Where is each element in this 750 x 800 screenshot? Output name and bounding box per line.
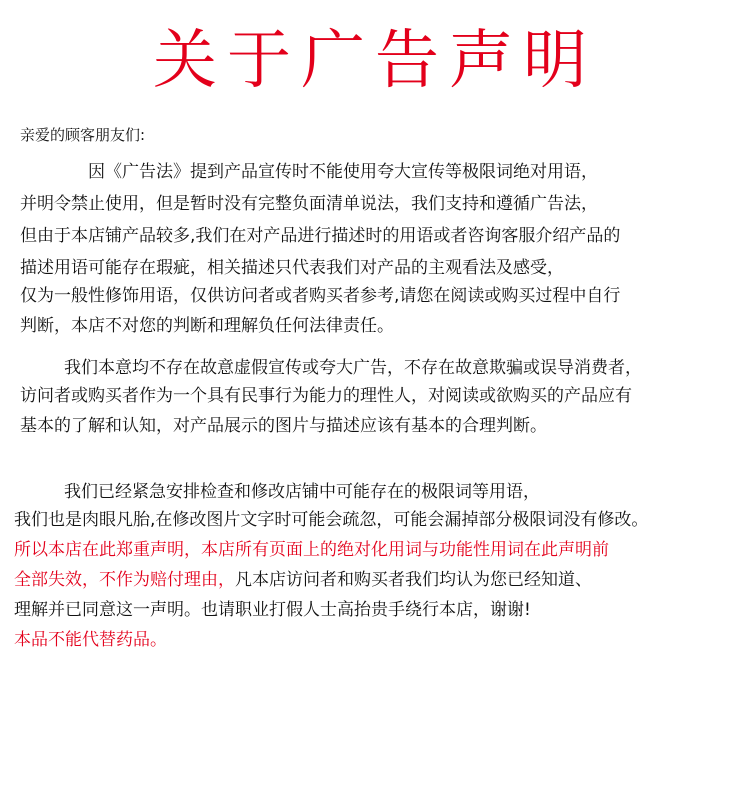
- paragraph-1-line: 并明令禁止使用，但是暂时没有完整负面清单说法，我们支持和遵循广告法，: [20, 194, 598, 214]
- paragraph-2-line: 访问者或购买者作为一个具有民事行为能力的理性人，对阅读或欲购买的产品应有: [20, 386, 632, 406]
- paragraph-1-line: 仅为一般性修饰用语，仅供访问者或者购买者参考,请您在阅读或购买过程中自行: [20, 286, 621, 306]
- page-title: 关于广告声明: [153, 24, 597, 98]
- disclaimer-red-text: 全部失效，不作为赔付理由，: [14, 570, 235, 590]
- paragraph-3-line: 我们也是肉眼凡胎,在修改图片文字时可能会疏忽，可能会漏掉部分极限词没有修改。: [14, 510, 649, 530]
- paragraph-1-line: 描述用语可能存在瑕疵，相关描述只代表我们对产品的主观看法及感受，: [20, 258, 564, 278]
- paragraph-1-line: 因《广告法》提到产品宣传时不能使用夸大宣传等极限词绝对用语，: [88, 162, 598, 182]
- paragraph-3-mixed-line: [14, 568, 592, 592]
- paragraph-3-text: 凡本店访问者和购买者我们均认为您已经知道、: [235, 570, 592, 590]
- disclaimer-red-line: 所以本店在此郑重声明，本店所有页面上的绝对化用词与功能性用词在此声明前: [14, 540, 609, 560]
- paragraph-1-line: 但由于本店铺产品较多,我们在对产品进行描述时的用语或者咨询客服介绍产品的: [20, 226, 621, 246]
- paragraph-2-line: 基本的了解和认知，对产品展示的图片与描述应该有基本的合理判断。: [20, 416, 547, 436]
- medicine-notice: 本品不能代替药品。: [14, 630, 167, 650]
- greeting: 亲爱的顾客朋友们:: [20, 126, 146, 144]
- paragraph-1-line: 判断，本店不对您的判断和理解负任何法律责任。: [20, 316, 394, 336]
- paragraph-2-line: 我们本意均不存在故意虚假宣传或夸大广告，不存在故意欺骗或误导消费者，: [64, 358, 642, 378]
- paragraph-3-line: 理解并已同意这一声明。也请职业打假人士高抬贵手绕行本店，谢谢!: [14, 600, 531, 620]
- paragraph-3-line: 我们已经紧急安排检查和修改店铺中可能存在的极限词等用语，: [64, 482, 540, 502]
